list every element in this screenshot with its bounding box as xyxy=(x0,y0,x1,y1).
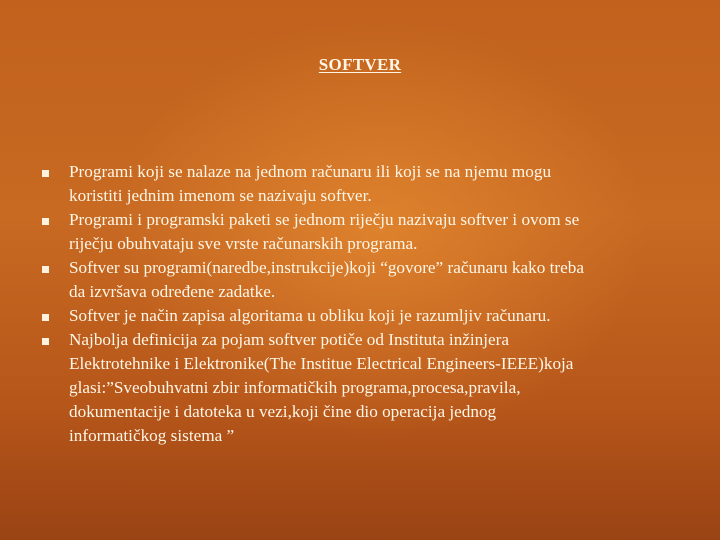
square-bullet-icon xyxy=(42,266,49,273)
bullet-text-line: Elektrotehnike i Elektronike(The Institue Electrical Engineers-IEEE)koja xyxy=(69,354,574,373)
bullet-text-line: Programi i programski paketi se jednom riječju nazivaju softver i ovom se xyxy=(69,210,580,229)
bullet-item xyxy=(0,208,669,256)
bullet-item xyxy=(0,328,669,448)
bullet-text-line: da izvršava određene zadatke. xyxy=(69,282,276,301)
slide-title: SOFTVER xyxy=(318,55,402,74)
bullet-list xyxy=(0,160,720,448)
square-bullet-icon xyxy=(42,338,49,345)
bullet-item xyxy=(0,304,669,328)
square-bullet-icon xyxy=(42,314,49,321)
bullet-item xyxy=(0,256,669,304)
bullet-text-line: glasi:”Sveobuhvatni zbir informatičkih programa,procesa,pravila, xyxy=(69,378,521,397)
bullet-text-line: koristiti jednim imenom se nazivaju softver. xyxy=(69,186,372,205)
bullet-text-line: Programi koji se nalaze na jednom računaru ili koji se na njemu mogu xyxy=(69,162,552,181)
square-bullet-icon xyxy=(42,218,49,225)
bullet-text-line: dokumentacije i datoteka u vezi,koji čine dio operacija jednog xyxy=(69,402,497,421)
bullet-text-line: Softver je način zapisa algoritama u obliku koji je razumljiv računaru. xyxy=(69,306,551,325)
bullet-text-line: Softver su programi(naredbe,instrukcije)koji “govore” računaru kako treba xyxy=(69,258,584,277)
bullet-text-line: informatičkog sistema ” xyxy=(69,426,235,445)
square-bullet-icon xyxy=(42,170,49,177)
bullet-item xyxy=(0,160,669,208)
bullet-text-line: Najbolja definicija za pojam softver potiče od Instituta inžinjera xyxy=(69,330,510,349)
bullet-text-line: riječju obuhvataju sve vrste računarskih programa. xyxy=(69,234,418,253)
